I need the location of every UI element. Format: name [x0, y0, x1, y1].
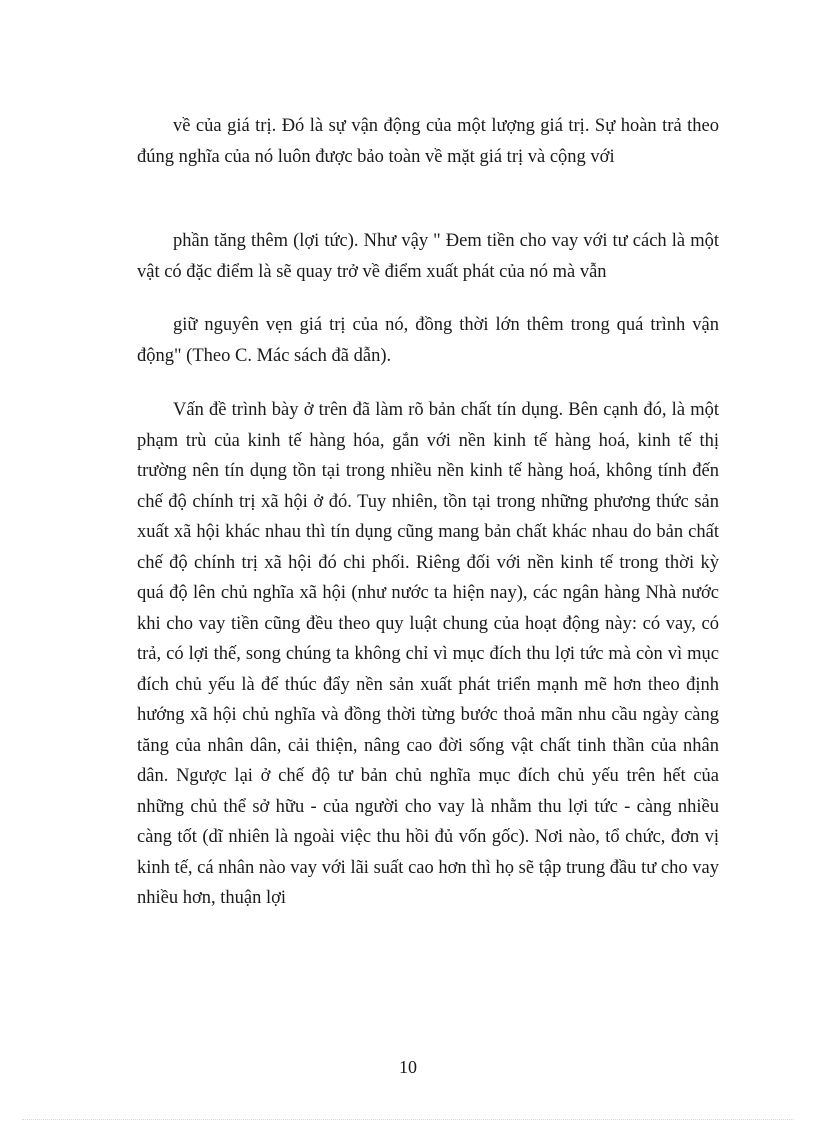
paragraph-4: Vấn đề trình bày ở trên đã làm rõ bản chất tín dụng. Bên cạnh đó, là một phạm trù của kinh tế hàng hóa, gắn với nền kinh tế hàng hoá, kinh tế thị trường nên tín dụng tồn tại trong nhiều nền kinh tế hàng hoá, không tính đến chế độ chính trị xã hội ở đó. Tuy nhiên, tồn tại trong những phương thức sản xuất xã hội khác nhau thì tín dụng cũng mang bản chất khác nhau do bản chất chế độ chính trị xã hội đó chi phối. Riêng đối với nền kinh tế trong thời kỳ quá độ lên chủ nghĩa xã hội (như nước ta hiện nay), các ngân hàng Nhà nước khi cho vay tiền cũng đều theo quy luật chung của hoạt động này: có vay, có trả, có lợi thế, song chúng ta không chỉ vì mục đích thu lợi tức mà còn vì mục đích chủ yếu là để thúc đẩy nền sản xuất phát triển mạnh mẽ hơn theo định hướng xã hội chủ nghĩa và đồng thời từng bước thoả mãn nhu cầu ngày càng tăng của nhân dân, cải thiện, nâng cao đời sống vật chất tinh thần của nhân dân. Ngược lại ở chế độ tư bản chủ nghĩa mục đích chủ yếu trên hết của những chủ thể sở hữu - của người cho vay là nhằm thu lợi tức - càng nhiều càng tốt (dĩ nhiên là ngoài việc thu hồi đủ vốn gốc). Nơi nào, tổ chức, đơn vị kinh tế, cá nhân nào vay với lãi suất cao hơn thì họ sẽ tập trung đầu tư cho vay nhiều hơn, thuận lợi [137, 400, 719, 908]
paragraph-2: phần tăng thêm (lợi tức). Như vậy " Đem tiền cho vay với tư cách là một vật có đặc điểm là sẽ quay trở về điểm xuất phát của nó mà vẫn [137, 231, 719, 282]
paragraph-3: giữ nguyên vẹn giá trị của nó, đồng thời lớn thêm trong quá trình vận động" (Theo C. Mác sách đã dẫn). [137, 315, 719, 366]
page-bottom-divider [22, 1119, 794, 1120]
paragraph-1: về của giá trị. Đó là sự vận động của một lượng giá trị. Sự hoàn trả theo đúng nghĩa của nó luôn được bảo toàn về mặt giá trị và cộng với [137, 116, 719, 167]
page-number: 10 [399, 1057, 417, 1077]
